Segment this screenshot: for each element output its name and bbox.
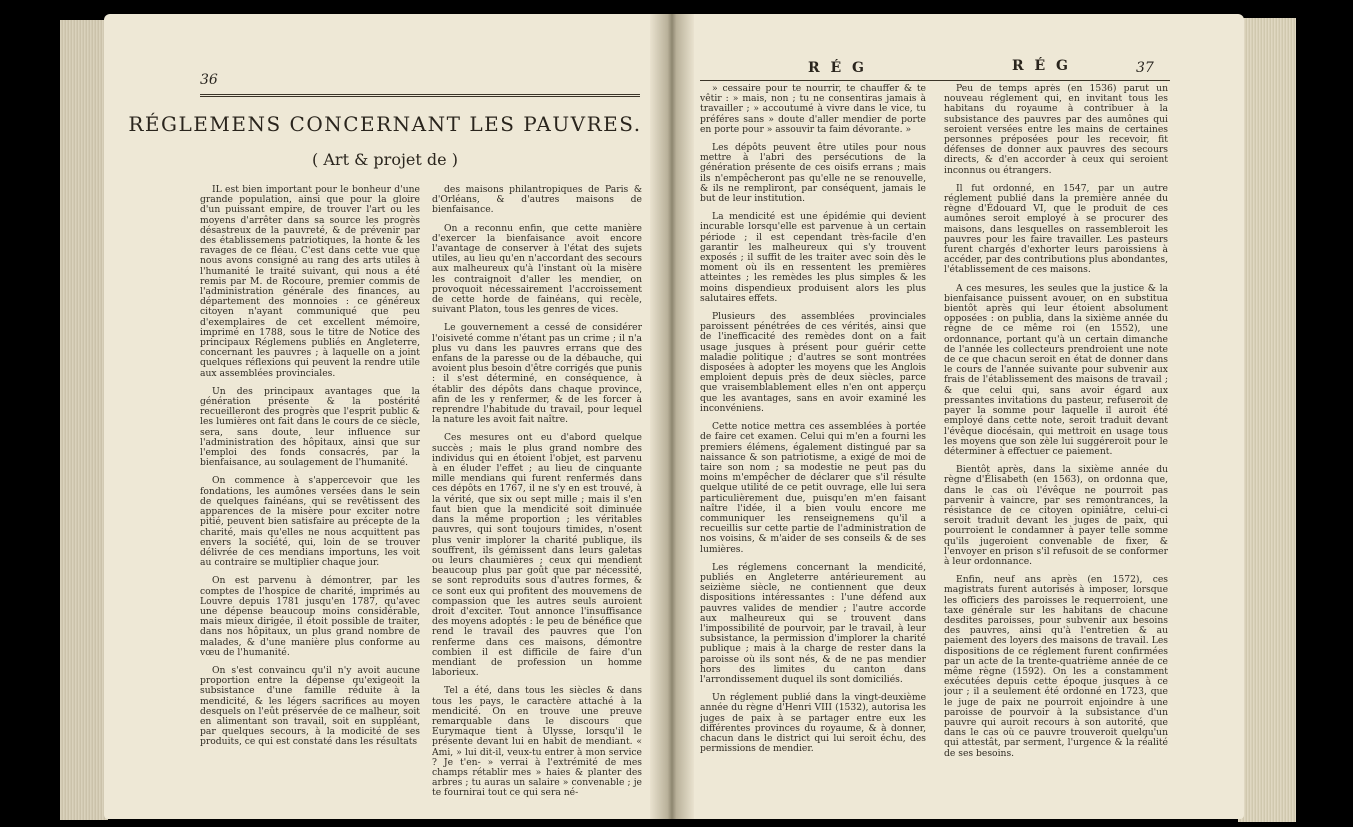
paragraph: Ces mesures ont eu d'abord quelque succès ; mais le plus grand nombre des individus qui en étoient l'objet, est parvenu à en éluder l'effet ; au lieu de cinquante mille mendians qui furent renfermés dans ces dépôts en 1767, il ne s'y en est trouvé, à la vérité, que six ou sept mille ; mais il s'en faut bien que la mendicité soit diminuée dans la même proportion ; les véritables pauvres, qui sont toujours timides, n'osent plus venir implorer la charité publique, ils souffrent, ils gémissent dans leurs galetas ou leurs chaumières ; ceux qui mendient beaucoup plus par goût que par nécessité, se sont reproduits sous d'autres formes, & ce sont eux qui profitent des mouvemens de compassion que les autres seuls auroient droit d'exciter. Tout annonce l'insuffisance des moyens adoptés : le peu de bénéfice que rend le travail des pauvres que l'on renferme dans ces maisons, démontre combien il est difficile de faire d'un mendiant de profession un homme laborieux. (432, 432, 642, 679)
paragraph: A ces mesures, les seules que la justice & la bienfaisance puissent avouer, on en substitua bientôt après qui leur étoient absolument opposées : on publia, dans la sixième année du règne de ce même roi (en 1552), une ordonnance, portant qu'à un certain dimanche de l'année les collecteurs prendroient une note de ce que chacun seroit en état de donner dans le cours de l'année suivante pour subvenir aux frais de l'établissement des maisons de travail ; & que celui qui, sans avoir égard aux pressantes invitations du pasteur, refuseroit de payer la somme pour laquelle il auroit été employé dans cette note, seroit traduit devant l'évêque diocésain, qui mettroit en usage tous les moyens que son zèle lui suggéreroit pour le déterminer à effectuer ce paiement. (944, 282, 1168, 457)
left-page-column-1 (200, 185, 420, 800)
right-header-rule (700, 80, 1170, 81)
paragraph: Bientôt après, dans la sixième année du règne d'Élisabeth (en 1563), on ordonna que, dans le cas où l'évêque ne pourroit pas parvenir à vaincre, par ses remontrances, la résistance de ce citoyen opiniâtre, celui-ci seroit traduit devant les juges de paix, qui pourroient le condamner à payer telle somme qu'ils jugeroient convenable de fixer, & l'envoyer en prison s'il refusoit de se conformer à leur ordonnance. (944, 464, 1168, 567)
paragraph: Les réglemens concernant la mendicité, publiés en Angleterre antérieurement au seizième siècle, ne contiennent que deux dispositions intéressantes : l'une défend aux pauvres valides de mendier ; l'autre accorde aux malheureux qui se trouvent dans l'impossibilité de pourvoir, par le travail, à leur subsistance, la permission d'implorer la charité publique ; mais à la charge de rester dans la paroisse où ils sont nés, & de ne pas mendier hors des limites du canton dans l'arrondissement duquel ils sont domiciliés. (700, 561, 926, 685)
right-page-column-2 (944, 84, 1168, 774)
header-rule (200, 94, 640, 97)
left-page-number: 36 (200, 72, 218, 88)
paragraph: Enfin, neuf ans après (en 1572), ces magistrats furent autorisés à imposer, lorsque les officiers des paroisses le requerroient, une taxe générale sur les habitans de chacune desdites paroisses, pour subvenir aux besoins des pauvres, ainsi qu'à l'entretien & au paiement des loyers des maisons de travail. Les dispositions de ce réglement furent confirmées par un acte de la trente-quatrième année de ce même règne (1592). On les a constamment exécutées depuis cette époque jusques à ce jour ; il a seulement été ordonné en 1723, que le juge de paix ne pourroit enjoindre à une paroisse de pourvoir à la subsistance d'un pauvre qui auroit recours à son autorité, que dans le cas où ce pauvre trouveroit quelqu'un qui attestât, par serment, l'urgence & la réalité de ses besoins. (944, 574, 1168, 759)
right-page-number: 37 (1136, 60, 1154, 76)
paragraph: La mendicité est une épidémie qui devient incurable lorsqu'elle est parvenue à un certain période ; il est cependant très-facile d'en garantir les malheureux qui s'y trouvent exposés ; il suffit de les traiter avec soin dès le moment où ils en ressentent les premières atteintes ; les remèdes les plus simples & les moins dispendieux produisent alors les plus salutaires effets. (700, 211, 926, 304)
running-head-left: R É G (808, 60, 868, 76)
left-page-edges (60, 20, 108, 820)
paragraph: IL est bien important pour le bonheur d'une grande population, ainsi que pour la gloire d'un puissant empire, de trouver l'art ou les moyens d'arrêter dans sa source les progrès désastreux de la pauvreté, & de prévenir par des établissemens patriotiques, la honte & les ravages de ce fléau. C'est dans cette vue que nous avons consigné au rang des arts utiles à l'humanité le traité suivant, qui nous a été remis par M. de Rocoure, premier commis de l'administration générale des finances, au département des monnoies : ce généreux citoyen n'ayant communiqué que peu d'exemplaires de cet excellent mémoire, imprimé en 1788, sous le titre de Notice des principaux Réglemens publiés en Angleterre, concernant les pauvres ; à laquelle on a joint quelques réflexions qui peuvent la rendre utile aux assemblées provinciales. (200, 185, 420, 379)
paragraph: Plusieurs des assemblées provinciales paroissent pénétrées de ces vérités, ainsi que de l'inefficacité des remèdes dont on a fait usage jusques à présent pour guérir cette maladie politique ; d'autres se sont montrées disposées à adopter les moyens que les Anglois emploient depuis près de deux siècles, parce que vraisemblablement elles n'en ont apperçu que les avantages, sans en avoir examiné les inconvéniens. (700, 311, 926, 414)
paragraph: Le gouvernement a cessé de considérer l'oisiveté comme n'étant pas un crime ; il n'a plus vu dans les pauvres errans que des enfans de la paresse ou de la débauche, qui avoient plus besoin d'être corrigés que punis : il s'est déterminé, en conséquence, à établir des dépôts dans chaque province, afin de les y renfermer, & de les forcer à reprendre l'habitude du travail, pour lequel la nature les avoit fait naître. (432, 322, 642, 426)
paragraph: des maisons philantropiques de Paris & d'Orléans, & d'autres maisons de bienfaisance. (432, 185, 642, 216)
book-gutter (650, 14, 694, 819)
paragraph: On a reconnu enfin, que cette manière d'exercer la bienfaisance avoit encore l'avantage de conserver à l'état des sujets utiles, au lieu qu'en n'accordant des secours aux malheureux qu'à l'instant où la misère les contraignoit d'aller les mendier, on provoquoit nécessairement l'accroissement de cette horde de fainéans, qui recèle, suivant Platon, tous les genres de vices. (432, 222, 642, 316)
article-title: RÉGLEMENS CONCERNANT LES PAUVRES. (128, 112, 642, 136)
paragraph: On est parvenu à démontrer, par les comptes de l'hospice de charité, imprimés au Louvre depuis 1781 jusqu'en 1787, qu'avec une dépense beaucoup moins considérable, mais mieux dirigée, il étoit possible de traiter, dans nos hôpitaux, un plus grand nombre de malades, & d'une manière plus conforme au vœu de l'humanité. (200, 575, 420, 658)
article-subtitle: ( Art & projet de ) (312, 150, 458, 169)
paragraph: On s'est convaincu qu'il n'y avoit aucune proportion entre la dépense qu'exigeoit la subsistance d'une famille réduite à la mendicité, & les légers sacrifices au moyen desquels on l'eût préservée de ce malheur, soit en alimentant son travail, soit en suppléant, par quelques secours, à la modicité de ses produits, ce qui est constaté dans les résultats (200, 664, 420, 748)
paragraph: Les dépôts peuvent être utiles pour nous mettre à l'abri des persécutions de la génération présente de ces oisifs errans ; mais ils n'empêcheront pas qu'elle ne se renouvelle, & ils ne rempliront, par conséquent, jamais le but de leur institution. (700, 142, 926, 205)
paragraph: Peu de temps après (en 1536) parut un nouveau réglement qui, en invitant tous les habitans du royaume à contribuer à la subsistance des pauvres par des aumônes qui seroient versées entre les mains de certaines personnes préposées pour les recevoir, fit défenses de donner aux pauvres des secours directs, & d'en accorder à ceux qui seroient inconnus ou étrangers. (944, 84, 1168, 176)
right-page-edges (1238, 18, 1296, 822)
left-page-column-2 (432, 185, 642, 800)
paragraph: On commence à s'appercevoir que les fondations, les aumônes versées dans le sein de quelques fainéans, qui se revêtissent des apparences de la misère pour exciter notre pitié, peuvent bien satisfaire au précepte de la charité, mais qu'elles ne nous acquittent pas envers la société, qui, loin de se trouver délivrée de ces mendians importuns, les voit au contraire se multiplier chaque jour. (200, 475, 420, 569)
paragraph: Un réglement publié dans la vingt-deuxième année du règne d'Henri VIII (1532), autorisa les juges de paix à se partager entre eux les différentes provinces du royaume, & à donner, chacun dans le district qui lui seroit échu, des permissions de mendier. (700, 692, 926, 755)
running-head-right: R É G (1012, 58, 1072, 74)
right-page-column-1 (700, 84, 926, 774)
paragraph: Un des principaux avantages que la génération présente & la postérité recueilleront des progrès que l'esprit public & les lumières ont fait dans le cours de ce siècle, sera, sans doute, leur influence sur l'administration des hôpitaux, ainsi que sur l'emploi des fonds consacrés, par la bienfaisance, au soulagement de l'humanité. (200, 385, 420, 469)
paragraph: Tel a été, dans tous les siècles & dans tous les pays, le caractère attaché à la mendicité. On en trouve une preuve remarquable dans le discours que Eurymaque tient à Ulysse, lorsqu'il le présente devant lui en habit de mendiant. « Ami, » lui dit-il, veux-tu entrer à mon service ? Je t'en- » verrai à l'extrémité de mes champs rétablir mes » haies & planter des arbres ; tu auras un salaire » convenable ; je te fournirai tout ce qui sera né- (432, 685, 642, 799)
paragraph: » cessaire pour te nourrir, te chauffer & te vêtir : » mais, non ; tu ne consentiras jamais à travailler ; » accoutumé à vivre dans le vice, tu préféres sans » doute d'aller mendier de porte en porte pour » assouvir ta faim dévorante. » (700, 84, 926, 135)
paragraph: Il fut ordonné, en 1547, par un autre réglement publié dans la première année du règne d'Édouard VI, que le produit de ces aumônes seroit employé à se procurer des maisons, dans lesquelles on rassembleroit les pauvres pour les faire travailler. Les pasteurs furent chargés d'exhorter leurs paroissiens à accéder, par des contributions plus abondantes, l'établissement de ces maisons. (944, 182, 1168, 276)
paragraph: Cette notice mettra ces assemblées à portée de faire cet examen. Celui qui m'en a fourni les premiers élémens, également distingué par sa naissance & son patriotisme, a exigé de moi de taire son nom ; sa modestie ne peut pas du moins m'empêcher de déclarer que s'il résulte quelque utilité de ce petit ouvrage, elle lui sera particulièrement due, puisqu'en m'en faisant naître l'idée, il a bien voulu encore me communiquer les renseignemens qu'il a recueillis sur cette partie de l'administration de nos voisins, & m'aider de ses conseils & de ses lumières. (700, 421, 926, 555)
